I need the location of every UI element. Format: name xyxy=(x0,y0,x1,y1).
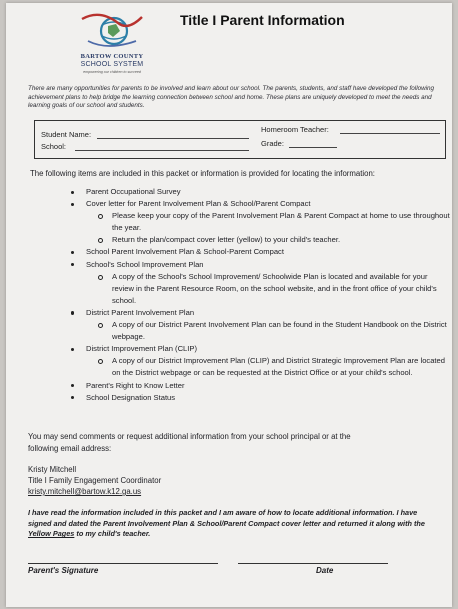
sub-list-item: A copy of our District Improvement Plan (CLIP) and District Strategic Improvement Plan are located on the District webpage or can be requested at the District Office or at your child's school. xyxy=(86,355,450,379)
comments-text-line-2: following email address: xyxy=(28,444,112,453)
logo-system-name: SCHOOL SYSTEM xyxy=(80,61,144,68)
parent-signature-label: Parent's Signature xyxy=(28,566,99,575)
grade-label: Grade: xyxy=(261,139,284,148)
list-item: District Improvement Plan (CLIP) A copy of our District Improvement Plan (CLIP) and District Strategic Improvement Plan are located on the District webpage or can be requested at the District Office or at your child's school. xyxy=(70,343,450,379)
date-line[interactable] xyxy=(238,563,388,564)
list-item: School Parent Involvement Plan & School-Parent Compact xyxy=(70,246,450,258)
contact-name: Kristy Mitchell xyxy=(28,465,77,474)
school-label: School: xyxy=(41,142,67,151)
included-items-list xyxy=(70,186,450,404)
globe-logo-icon xyxy=(78,11,146,53)
yellow-pages-reference: Yellow Pages xyxy=(28,529,75,539)
list-item: Parent's Right to Know Letter xyxy=(70,380,450,392)
student-name-field[interactable] xyxy=(97,138,249,139)
student-name-label: Student Name: xyxy=(41,130,92,139)
parent-signature-line[interactable] xyxy=(28,563,218,564)
page-title: Title I Parent Information xyxy=(180,12,345,28)
list-item: District Parent Involvement Plan A copy of our District Parent Involvement Plan can be found in the Student Handbook on the District webpage. xyxy=(70,307,450,343)
school-field[interactable] xyxy=(75,150,249,151)
intro-paragraph: There are many opportunities for parents to be involved and learn about our school. The parents, students, and staff have developed the following achievement plans to help bridge the learning connection between school and home. These plans are uniquely developed to meet the needs and learning goals of our school and students. xyxy=(28,85,435,110)
homeroom-teacher-field[interactable] xyxy=(340,133,440,134)
list-item: Cover letter for Parent Involvement Plan & School/Parent Compact Please keep your copy of the Parent Involvement Plan & Parent Compact at home to use throughout the year. Return the plan/compact cover letter (yellow) to your child's teacher. xyxy=(70,198,450,246)
list-item: School Designation Status xyxy=(70,392,450,404)
sub-list-item: A copy of the School's School Improvement/ Schoolwide Plan is located and available for your review in the Parent Resource Room, on the school website, and in the front office of your child's school. xyxy=(86,271,450,307)
list-item: Parent Occupational Survey xyxy=(70,186,450,198)
sub-list-item: Please keep your copy of the Parent Involvement Plan & Parent Compact at home to use throughout the year. xyxy=(86,210,450,234)
student-info-box xyxy=(34,120,446,159)
acknowledgement-statement: I have read the information included in this packet and I am aware of how to locate additional information. I have signed and dated the Parent Involvement Plan & School/Parent Compact cover letter and returned it along with the Yellow Pages to my child's teacher. xyxy=(28,508,425,539)
document-page xyxy=(6,3,452,607)
homeroom-teacher-label: Homeroom Teacher: xyxy=(261,125,329,134)
logo-tagline: empowering our children to succeed xyxy=(83,70,141,74)
logo-county-name: BARTOW COUNTY xyxy=(80,53,144,60)
list-item: School's School Improvement Plan A copy of the School's School Improvement/ Schoolwide Plan is located and available for your review in the Parent Resource Room, on the school website, and in the front office of your child's school. xyxy=(70,259,450,307)
comments-text-line-1: You may send comments or request additional information from your school principal or at the xyxy=(28,432,351,441)
date-label: Date xyxy=(316,566,334,575)
sub-list-item: Return the plan/compact cover letter (yellow) to your child's teacher. xyxy=(86,234,450,246)
grade-field[interactable] xyxy=(289,147,337,148)
contact-email-link[interactable]: kristy.mitchell@bartow.k12.ga.us xyxy=(28,487,142,496)
items-lead-text: The following items are included in this packet or information is provided for locating the information: xyxy=(30,169,375,178)
sub-list-item: A copy of our District Parent Involvement Plan can be found in the Student Handbook on the District webpage. xyxy=(86,319,450,343)
school-system-logo xyxy=(64,11,160,81)
contact-title: Title I Family Engagement Coordinator xyxy=(28,476,162,485)
